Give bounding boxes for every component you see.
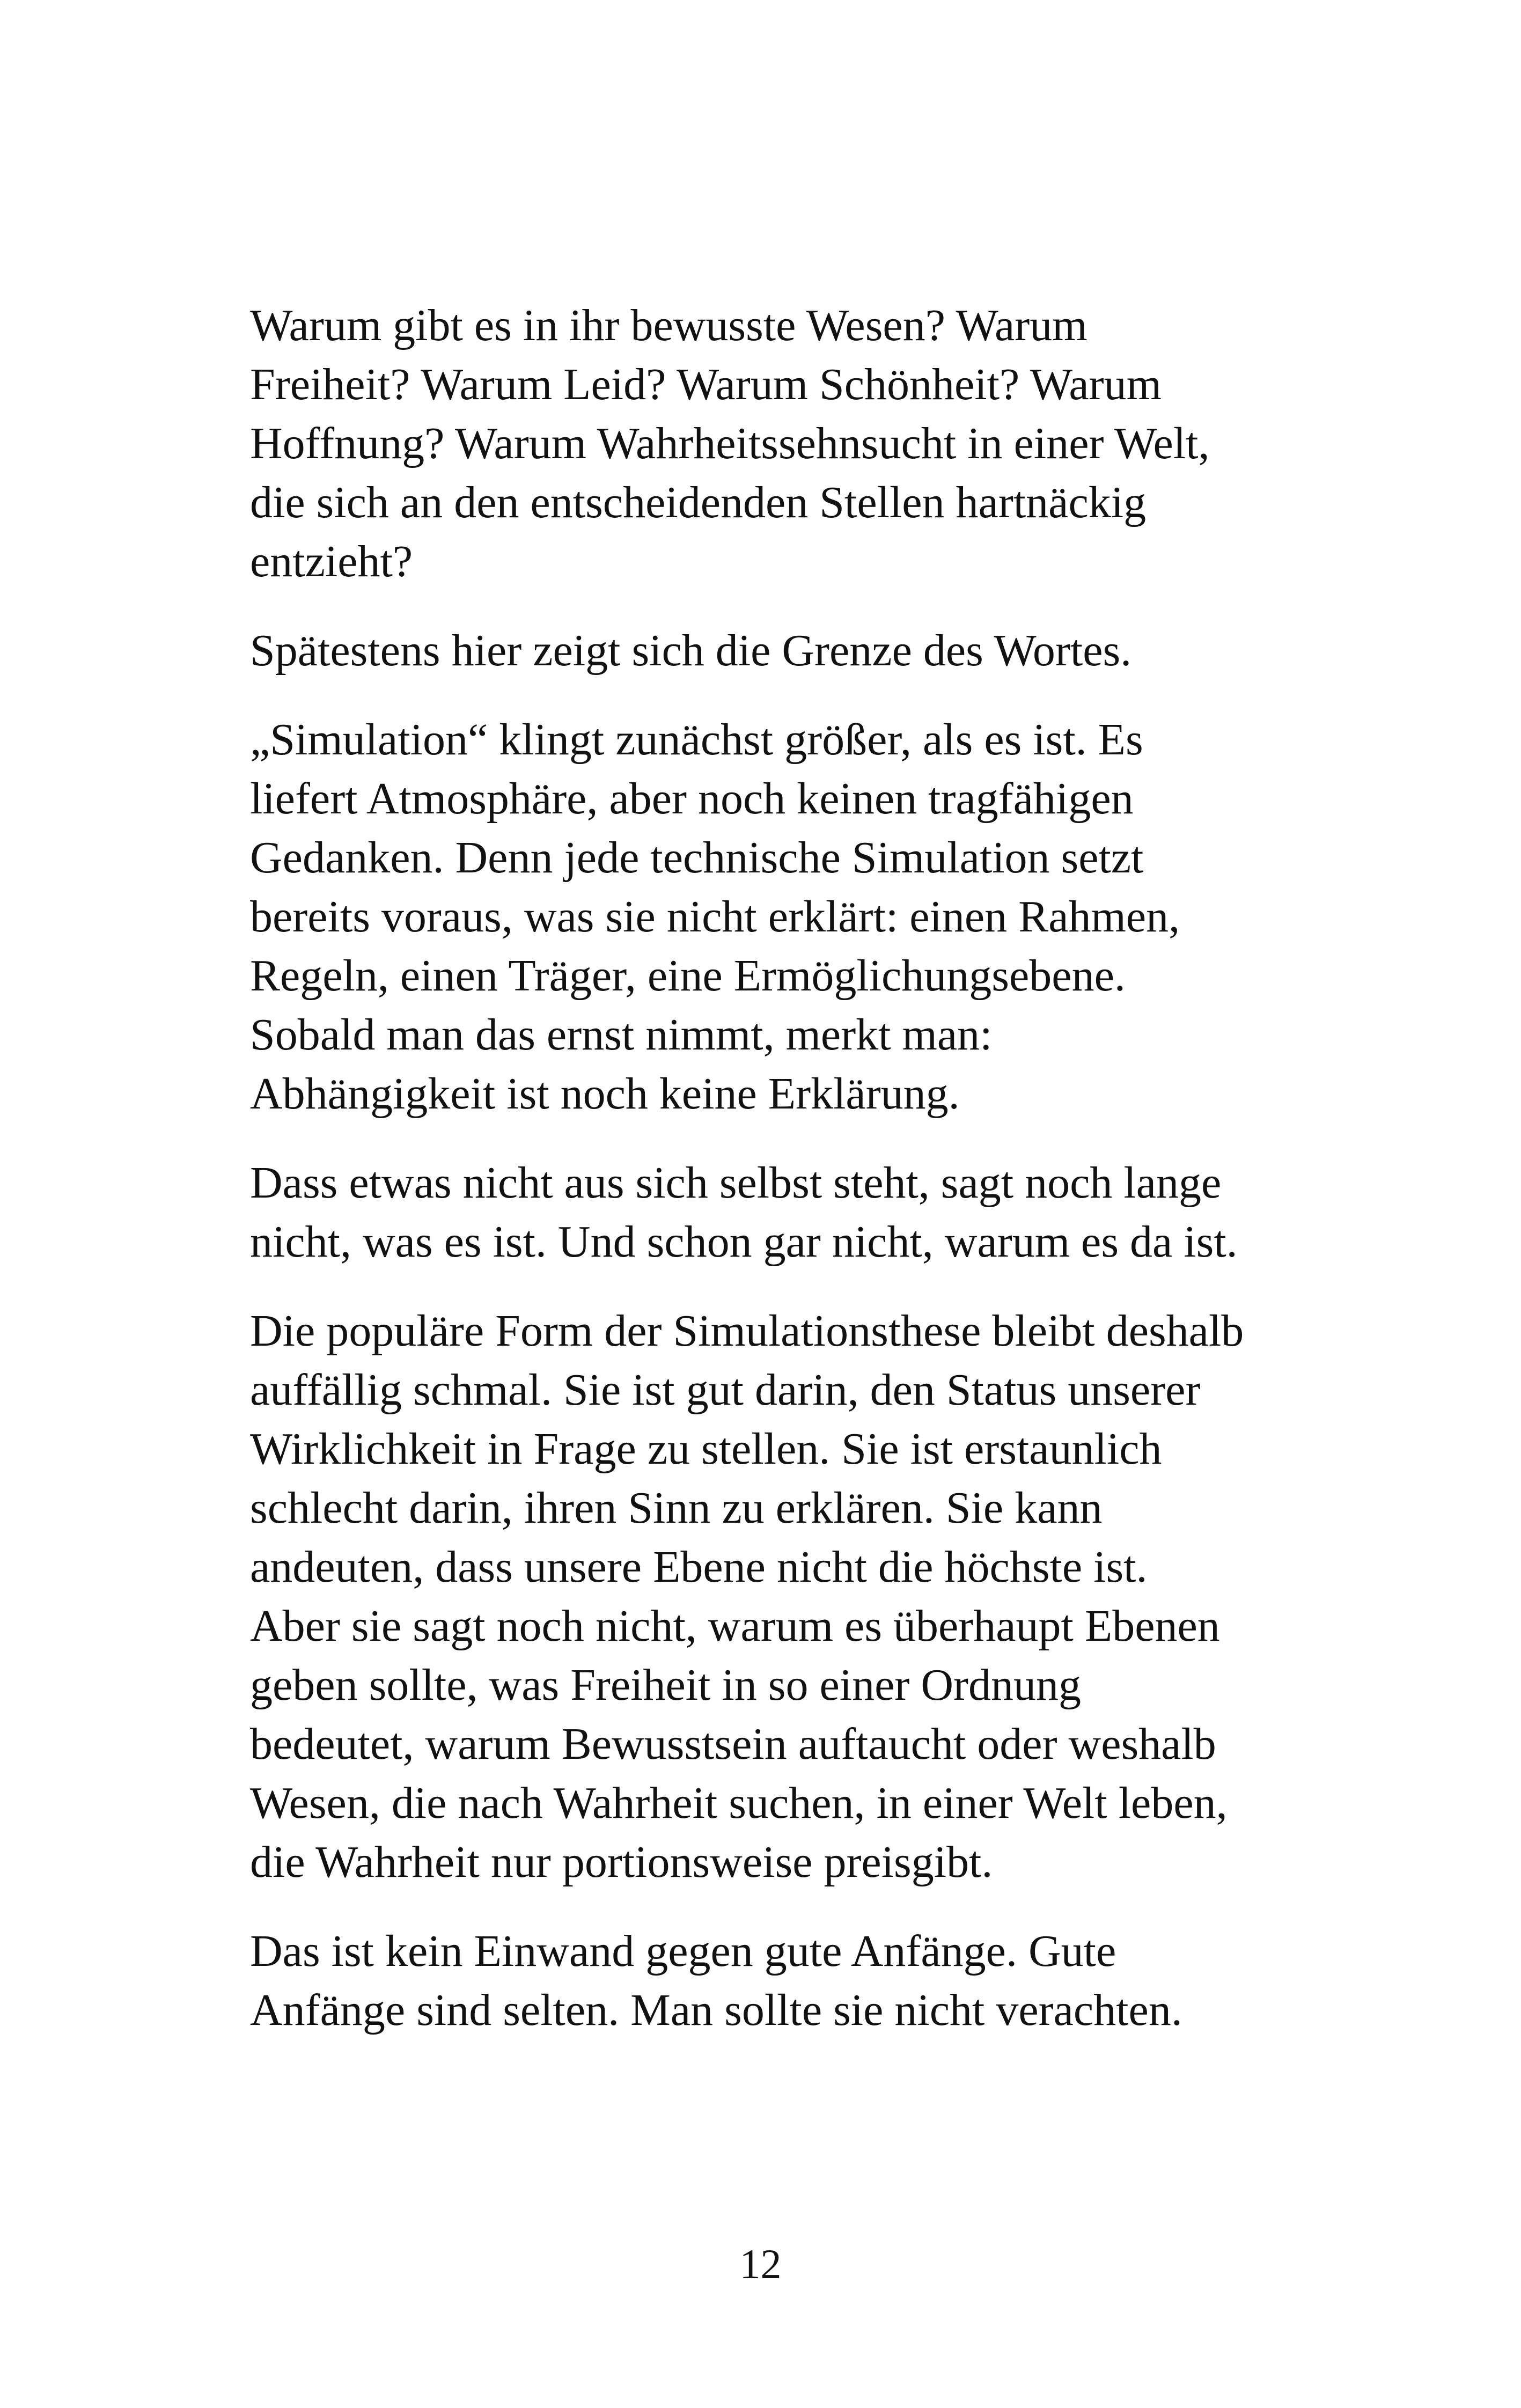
text-line: geben sollte, was Freiheit in so einer Ordnung — [250, 1660, 1081, 1710]
body-text — [250, 296, 1302, 2070]
text-line: andeuten, dass unsere Ebene nicht die höchste ist. — [250, 1542, 1148, 1592]
text-line: Die populäre Form der Simulationsthese bleibt deshalb — [250, 1306, 1244, 1356]
text-line: Sobald man das ernst nimmt, merkt man: — [250, 1010, 993, 1060]
text-line: Das ist kein Einwand gegen gute Anfänge. Gute — [250, 1926, 1116, 1976]
text-line: bereits voraus, was sie nicht erklärt: einen Rahmen, — [250, 892, 1180, 942]
text-line: Anfänge sind selten. Man sollte sie nicht verachten. — [250, 1985, 1182, 2035]
text-line: schlecht darin, ihren Sinn zu erklären. Sie kann — [250, 1483, 1103, 1533]
text-line: Hoffnung? Warum Wahrheitssehnsucht in einer Welt, — [250, 419, 1210, 468]
paragraph-2 — [250, 621, 1302, 680]
text-line: auffällig schmal. Sie ist gut darin, den Status unserer — [250, 1365, 1201, 1415]
paragraph-5 — [250, 1302, 1302, 1892]
text-line: Freiheit? Warum Leid? Warum Schönheit? Warum — [250, 359, 1162, 409]
paragraph-3 — [250, 710, 1302, 1124]
text-line: Wesen, die nach Wahrheit suchen, in einer Welt leben, — [250, 1778, 1228, 1828]
text-line: die Wahrheit nur portionsweise preisgibt. — [250, 1837, 993, 1887]
text-line: liefert Atmosphäre, aber noch keinen tragfähigen — [250, 774, 1134, 824]
text-line: Gedanken. Denn jede technische Simulation setzt — [250, 833, 1144, 883]
paragraph-4 — [250, 1154, 1302, 1272]
text-line: „Simulation“ klingt zunächst größer, als es ist. Es — [250, 715, 1143, 765]
text-line: Regeln, einen Träger, eine Ermöglichungsebene. — [250, 951, 1126, 1001]
text-line: Aber sie sagt noch nicht, warum es überhaupt Ebenen — [250, 1601, 1220, 1651]
text-line: entzieht? — [250, 537, 413, 586]
paragraph-6 — [250, 1922, 1302, 2040]
text-line: Warum gibt es in ihr bewusste Wesen? Warum — [250, 300, 1088, 350]
text-line: Spätestens hier zeigt sich die Grenze des Wortes. — [250, 626, 1132, 676]
text-line: die sich an den entscheidenden Stellen hartnäckig — [250, 478, 1147, 527]
text-line: Wirklichkeit in Frage zu stellen. Sie ist erstaunlich — [250, 1424, 1162, 1474]
text-line: Abhängigkeit ist noch keine Erklärung. — [250, 1069, 960, 1119]
paragraph-1 — [250, 296, 1302, 591]
text-line: nicht, was es ist. Und schon gar nicht, warum es da ist. — [250, 1217, 1238, 1267]
text-line: bedeutet, warum Bewusstsein auftaucht oder weshalb — [250, 1719, 1216, 1769]
page-number: 12 — [739, 2241, 782, 2287]
text-line: Dass etwas nicht aus sich selbst steht, sagt noch lange — [250, 1158, 1222, 1208]
